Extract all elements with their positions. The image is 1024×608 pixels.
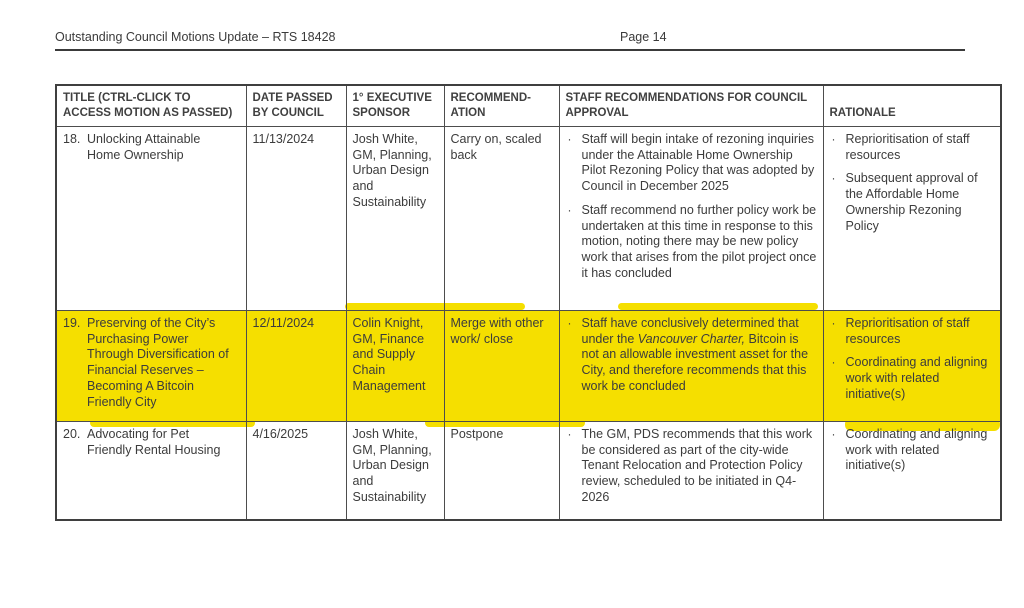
rationale-item: · Coordinating and aligning work with related initiative(s) [830,427,995,474]
column-header-staff-recommendations: STAFF RECOMMENDATIONS FOR COUNCIL APPROVAL [559,85,823,126]
staff-recommendation-item: · Staff have conclusively determined that under the Vancouver Charter, Bitcoin is not an allowable investment asset for the City, and therefore recommends that this work be concluded [566,316,817,395]
italic-charter-reference: Vancouver Charter, [637,331,746,346]
recommendation-cell: Postpone [444,421,559,520]
bullet-icon [830,132,846,164]
column-header-title: TITLE (CTRL-CLICK TO ACCESS MOTION AS PASSED) [56,85,246,126]
date-passed-cell: 12/11/2024 [246,310,346,421]
bullet-icon [830,316,846,348]
motion-title-link[interactable]: Preserving of the City’s Purchasing Power Through Diversification of Financial Reserves – Becoming A Bitcoin Friendly City [87,315,229,409]
motion-title-link[interactable]: Advocating for Pet Friendly Rental Housing [87,426,221,457]
document-header-title: Outstanding Council Motions Update – RTS 18428 [55,30,336,44]
table-row-highlighted [56,310,1001,421]
bullet-icon [566,427,582,506]
rationale-cell [823,126,1001,310]
date-passed-cell: 11/13/2024 [246,126,346,310]
staff-recommendations-cell [559,126,823,310]
column-header-date-passed: DATE PASSED BY COUNCIL [246,85,346,126]
staff-recommendations-cell [559,310,823,421]
executive-sponsor-cell: Josh White, GM, Planning, Urban Design and Sustainability [346,126,444,310]
table-header-row [56,85,1001,126]
rationale-cell [823,421,1001,520]
column-header-recommendation: RECOMMEND-ATION [444,85,559,126]
column-header-rationale: RATIONALE [823,85,1001,126]
staff-recommendation-item: · The GM, PDS recommends that this work be considered as part of the city-wide Tenant Relocation and Protection Policy review, scheduled to be initiated in Q4-2026 [566,427,817,506]
column-header-executive-sponsor: 1° EXECUTIVE SPONSOR [346,85,444,126]
bullet-icon [566,316,582,395]
title-cell [56,126,246,310]
staff-recommendations-cell [559,421,823,520]
motion-number: 19. [63,315,81,330]
bullet-icon [566,132,582,195]
bullet-icon [830,171,846,234]
recommendation-cell: Carry on, scaled back [444,126,559,310]
date-passed-cell: 4/16/2025 [246,421,346,520]
title-cell [56,310,246,421]
table-row [56,421,1001,520]
rationale-item: · Coordinating and aligning work with related initiative(s) [830,355,995,402]
staff-recommendation-item: · Staff recommend no further policy work be undertaken at this time in response to this motion, noting there may be new policy work that arises from the pilot project once it has concluded [566,203,817,282]
bullet-icon [830,427,846,474]
page-number: Page 14 [620,30,667,44]
title-cell [56,421,246,520]
rationale-item: · Subsequent approval of the Affordable Home Ownership Rezoning Policy [830,171,995,234]
executive-sponsor-cell: Colin Knight, GM, Finance and Supply Chain Management [346,310,444,421]
table-row [56,126,1001,310]
staff-recommendation-item: · Staff will begin intake of rezoning inquiries under the Attainable Home Ownership Pilot Rezoning Policy that was adopted by Council in December 2025 [566,132,817,195]
motion-number: 18. [63,131,81,146]
motion-number: 20. [63,426,81,441]
rationale-cell [823,310,1001,421]
motions-table [55,84,1002,521]
bullet-icon [566,203,582,282]
recommendation-cell: Merge with other work/ close [444,310,559,421]
header-rule [55,49,965,51]
rationale-item: · Reprioritisation of staff resources [830,316,995,348]
motion-title-link[interactable]: Unlocking Attainable Home Ownership [87,131,201,162]
rationale-item: · Reprioritisation of staff resources [830,132,995,164]
bullet-icon [830,355,846,402]
executive-sponsor-cell: Josh White, GM, Planning, Urban Design and Sustainability [346,421,444,520]
